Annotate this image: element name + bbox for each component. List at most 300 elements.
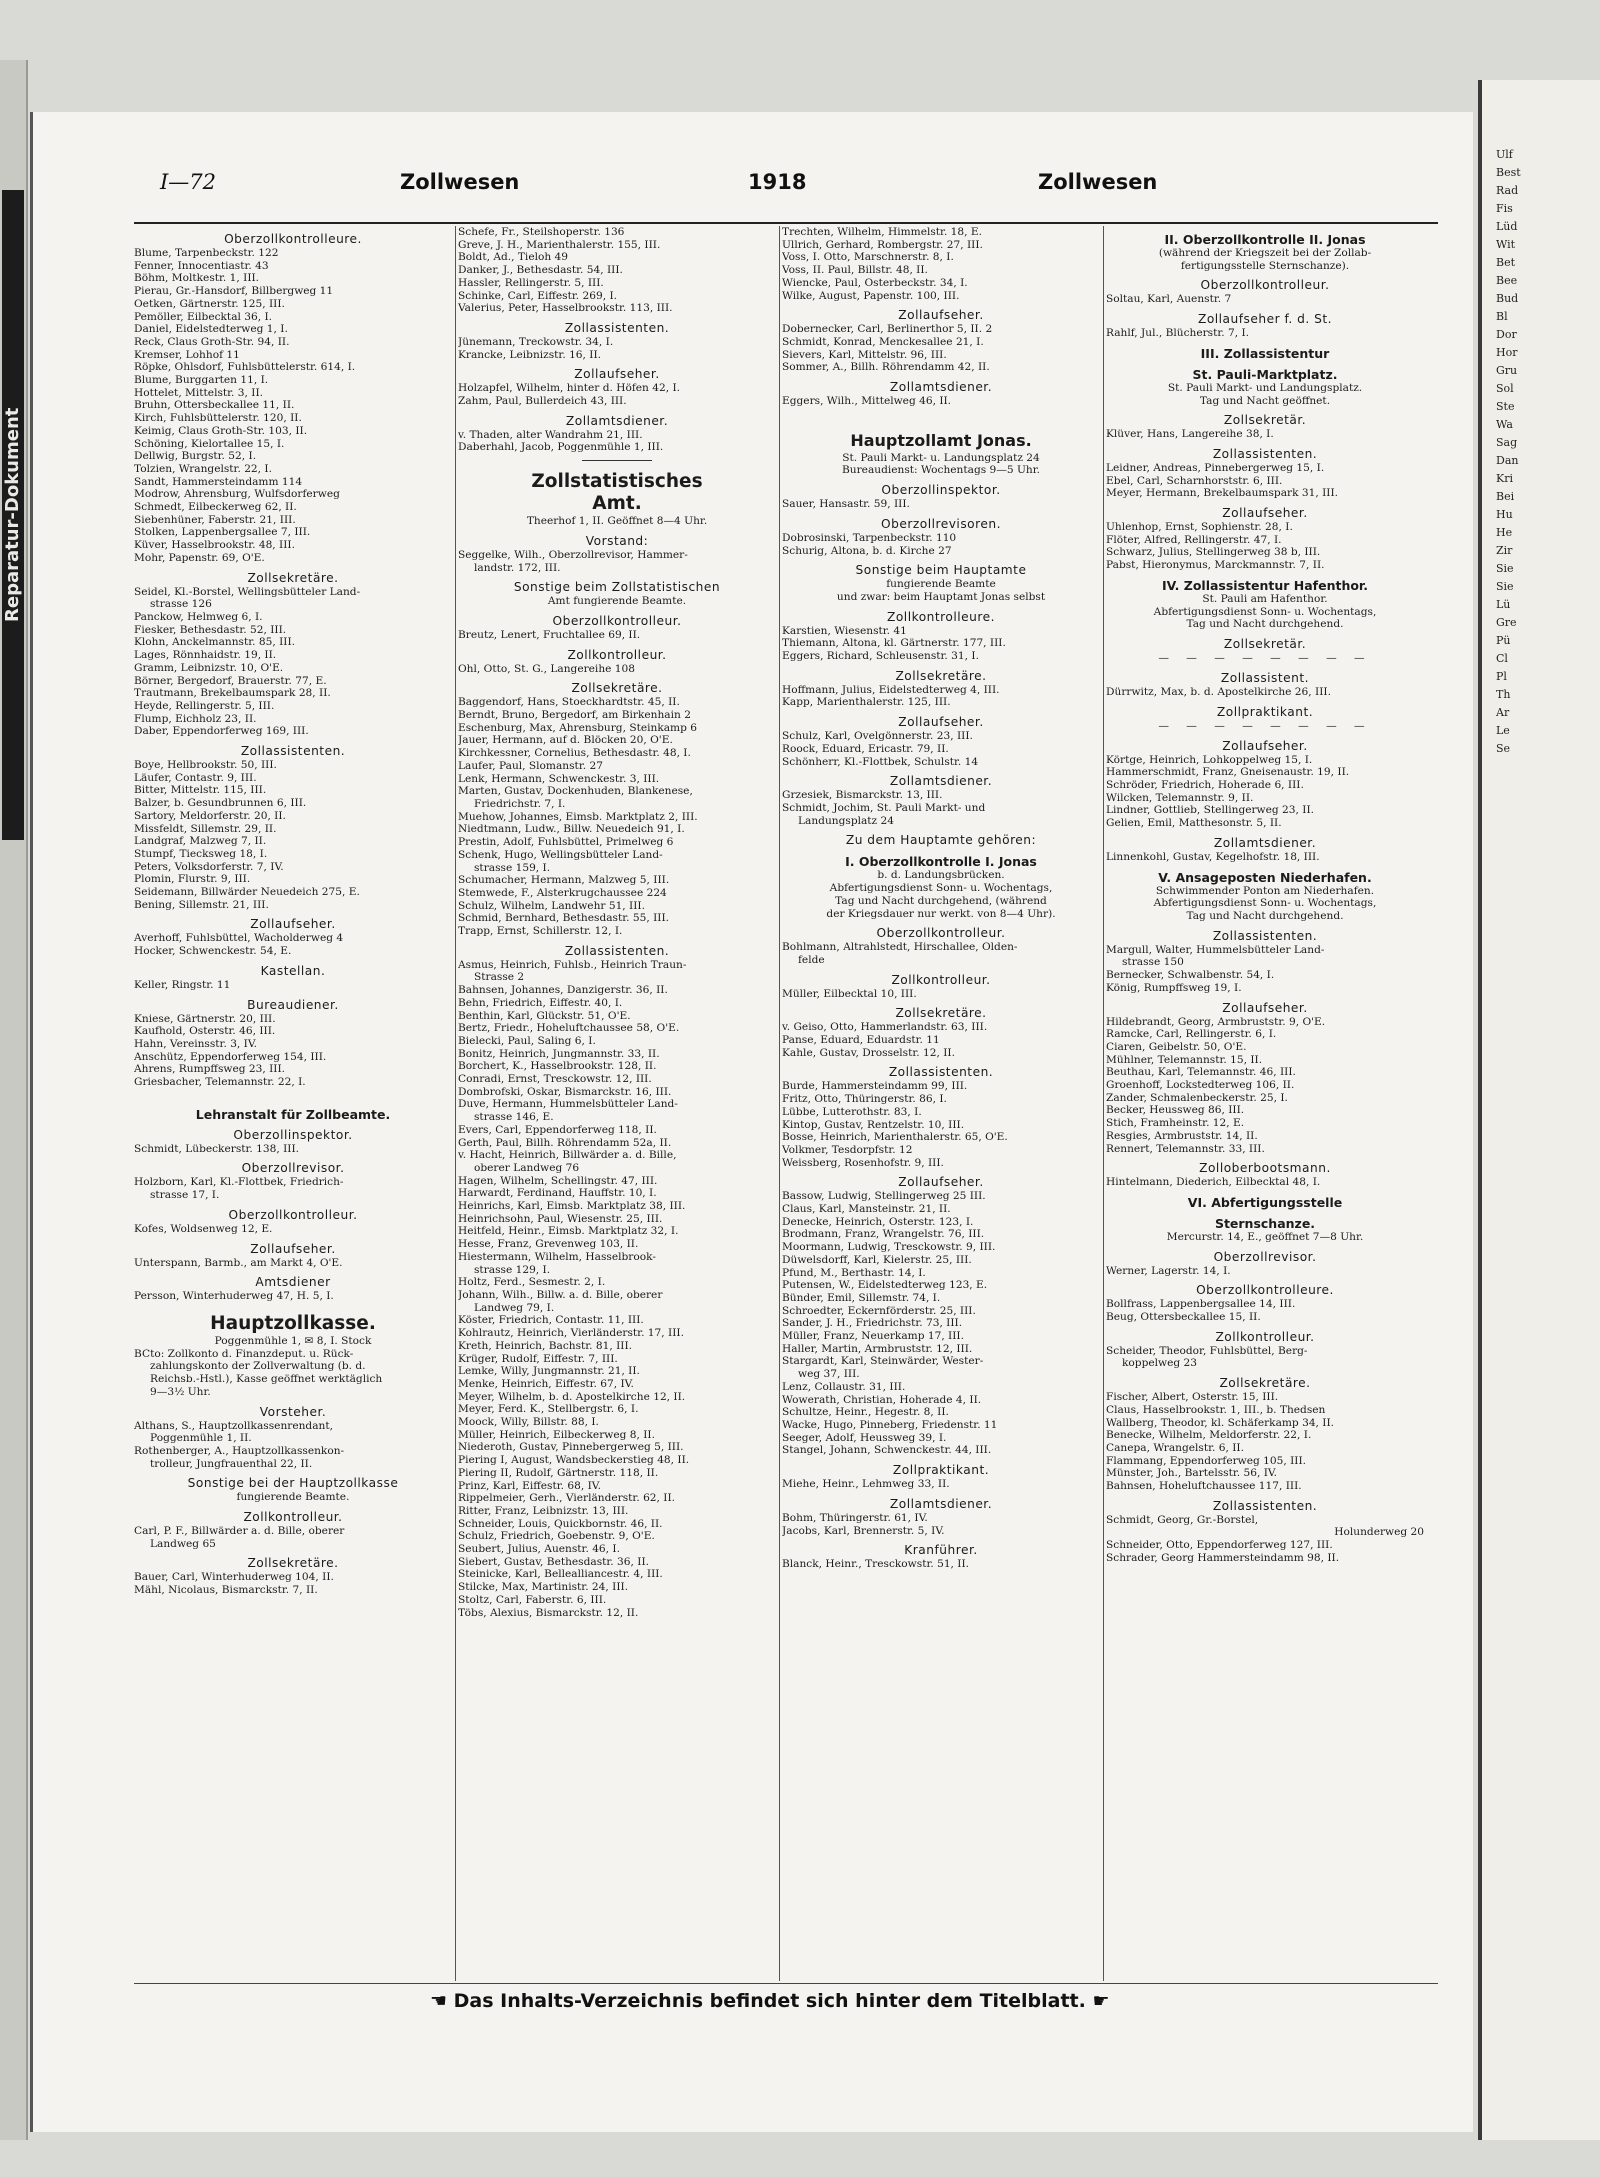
column-divider bbox=[1103, 226, 1104, 1981]
section-heading: Zollassistenten. bbox=[888, 1065, 994, 1080]
office-heading: St. Pauli-Marktplatz. bbox=[1192, 366, 1338, 382]
directory-entry: Düwelsdorff, Karl, Kielerstr. 25, III. bbox=[782, 1253, 972, 1266]
directory-entry: Blanck, Heinr., Tresckowstr. 51, II. bbox=[782, 1558, 970, 1571]
directory-entry: Daberhahl, Jacob, Poggenmühle 1, III. bbox=[458, 441, 664, 454]
info-line: Bureaudienst: Wochentags 9—5 Uhr. bbox=[842, 464, 1040, 477]
directory-entry: Stemwede, F., Alsterkrugchaussee 224 bbox=[458, 886, 667, 899]
entry-continuation: strasse 126 bbox=[150, 598, 212, 611]
entry-continuation: Poggenmühle 1, II. bbox=[150, 1432, 252, 1445]
directory-entry: Rippelmeier, Gerh., Vierländerstr. 62, II. bbox=[458, 1492, 676, 1505]
directory-entry: Lindner, Gottlieb, Stellingerweg 23, II. bbox=[1106, 804, 1314, 817]
section-heading: Zollaufseher. bbox=[898, 715, 984, 730]
directory-entry: Reck, Claus Groth-Str. 94, II. bbox=[134, 335, 290, 348]
directory-entry: Stangel, Johann, Schwenckestr. 44, III. bbox=[782, 1444, 992, 1457]
directory-entry: Schrader, Georg Hammersteindamm 98, II. bbox=[1106, 1551, 1340, 1564]
directory-entry: Blume, Tarpenbeckstr. 122 bbox=[134, 247, 279, 259]
directory-entry: Hagen, Wilhelm, Schellingstr. 47, III. bbox=[458, 1174, 658, 1187]
directory-entry: Ciaren, Geibelstr. 50, O'E. bbox=[1106, 1040, 1247, 1053]
directory-entry: Hammerschmidt, Franz, Gneisenaustr. 19, II. bbox=[1106, 766, 1350, 779]
directory-entry: Schulz, Karl, Ovelgönnerstr. 23, III. bbox=[782, 730, 973, 743]
section-heading: Zollaufseher. bbox=[1222, 1000, 1308, 1015]
directory-entry: Bauer, Carl, Winterhuderweg 104, II. bbox=[134, 1571, 334, 1584]
directory-entry: Läufer, Contastr. 9, III. bbox=[134, 771, 257, 784]
directory-entry: Miehe, Heinr., Lehmweg 33, II. bbox=[782, 1478, 950, 1491]
directory-entry: Pfund, M., Berthastr. 14, I. bbox=[782, 1266, 926, 1279]
directory-entry: Valerius, Peter, Hasselbrookstr. 113, III. bbox=[458, 302, 673, 315]
section-heading: Zollpraktikant. bbox=[1216, 704, 1314, 719]
directory-entry: Beuthau, Karl, Telemannstr. 46, III. bbox=[1106, 1066, 1296, 1079]
section-heading: Zollkontrolleur. bbox=[891, 972, 991, 987]
directory-entry: Johann, Wilh., Billw. a. d. Bille, oberer bbox=[458, 1289, 663, 1301]
directory-entry: Seidemann, Billwärder Neuedeich 275, E. bbox=[134, 886, 360, 899]
office-heading: VI. Abfertigungsstelle bbox=[1187, 1194, 1343, 1210]
directory-entry: Meyer, Wilhelm, b. d. Apostelkirche 12, II. bbox=[458, 1390, 686, 1403]
directory-entry: Kofes, Woldsenweg 12, E. bbox=[134, 1222, 273, 1235]
column-2 bbox=[458, 226, 776, 1981]
directory-entry: Groenhoff, Lockstedterweg 106, II. bbox=[1106, 1079, 1295, 1092]
directory-entry: Körtge, Heinrich, Lohkoppelweg 15, I. bbox=[1106, 753, 1313, 766]
entry-continuation: Friedrichstr. 7, I. bbox=[474, 797, 566, 810]
section-heading: Oberzollinspektor. bbox=[881, 483, 1001, 498]
directory-entry: Ullrich, Gerhard, Rombergstr. 27, III. bbox=[782, 238, 983, 251]
directory-entry: Mähl, Nicolaus, Bismarckstr. 7, II. bbox=[134, 1584, 318, 1597]
directory-entry: Holzborn, Karl, Kl.-Flottbek, Friedrich- bbox=[134, 1176, 344, 1189]
directory-entry: Sievers, Karl, Mittelstr. 96, III. bbox=[782, 348, 947, 361]
previous-page-edge bbox=[0, 60, 28, 2140]
directory-entry: Leidner, Andreas, Pinnebergerweg 15, I. bbox=[1106, 461, 1325, 474]
directory-entry: Moock, Willy, Billstr. 88, I. bbox=[458, 1416, 599, 1429]
directory-entry: Bohlmann, Altrahlstedt, Hirschallee, Olden- bbox=[782, 941, 1018, 954]
directory-entry: Krüger, Rudolf, Eiffestr. 7, III. bbox=[458, 1352, 618, 1365]
directory-entry: Burde, Hammersteindamm 99, III. bbox=[782, 1080, 968, 1093]
directory-entry: Schenk, Hugo, Wellingsbütteler Land- bbox=[458, 848, 663, 861]
directory-entry: Wallberg, Theodor, kl. Schäferkamp 34, II. bbox=[1106, 1416, 1335, 1429]
header-left-title: Zollwesen bbox=[400, 170, 520, 194]
directory-entry: Schumacher, Hermann, Malzweg 5, III. bbox=[458, 874, 670, 887]
directory-entry: Stolken, Lappenbergsallee 7, III. bbox=[134, 526, 311, 539]
directory-entry: Benecke, Wilhelm, Meldorferstr. 22, I. bbox=[1106, 1429, 1312, 1442]
directory-entry: Claus, Hasselbrookstr. 1, III., b. Thedsen bbox=[1106, 1403, 1326, 1416]
directory-entry: Bosse, Heinrich, Marienthalerstr. 65, O'E. bbox=[782, 1131, 1008, 1144]
page-header bbox=[160, 170, 1160, 210]
directory-entry: Fischer, Albert, Osterstr. 15, III. bbox=[1106, 1391, 1279, 1404]
fragment-line: Dan bbox=[1496, 454, 1519, 467]
directory-entry: Denecke, Heinrich, Osterstr. 123, I. bbox=[782, 1215, 974, 1228]
directory-entry: Behn, Friedrich, Eiffestr. 40, I. bbox=[458, 996, 623, 1009]
directory-entry: Eggers, Wilh., Mittelweg 46, II. bbox=[782, 395, 952, 408]
directory-entry: v. Hacht, Heinrich, Billwärder a. d. Bille, bbox=[458, 1149, 677, 1162]
directory-entry: Schmidt, Konrad, Menckesallee 21, I. bbox=[782, 335, 984, 348]
directory-entry: Pabst, Hieronymus, Marckmannstr. 7, II. bbox=[1106, 559, 1325, 572]
directory-entry: Gelien, Emil, Matthesonstr. 5, II. bbox=[1106, 817, 1282, 830]
directory-entry: Steinicke, Karl, Bellealliancestr. 4, III. bbox=[458, 1568, 663, 1581]
entry-continuation: zahlungskonto der Zollverwaltung (b. d. bbox=[150, 1360, 366, 1373]
directory-entry: Prestin, Adolf, Fuhlsbüttel, Primelweg 6 bbox=[458, 836, 674, 849]
office-heading: IV. Zollassistentur Hafenthor. bbox=[1161, 577, 1369, 593]
fragment-line: Sie bbox=[1496, 562, 1514, 575]
section-heading: Zollkontrolleure. bbox=[887, 609, 995, 624]
directory-entry: Wilke, August, Papenstr. 100, III. bbox=[782, 289, 960, 302]
directory-entry: Pemöller, Eilbecktal 36, I. bbox=[134, 310, 273, 323]
directory-entry: Soltau, Karl, Auenstr. 7 bbox=[1106, 293, 1232, 306]
directory-entry: Zahm, Paul, Bullerdeich 43, III. bbox=[458, 395, 627, 408]
directory-entry: Blume, Burggarten 11, I. bbox=[134, 374, 269, 387]
footer-rule bbox=[134, 1983, 1438, 1984]
fragment-line: Wit bbox=[1496, 238, 1516, 251]
directory-entry: Hassler, Rellingerstr. 5, III. bbox=[458, 276, 604, 289]
section-heading: Zollamtsdiener. bbox=[889, 1496, 993, 1511]
info-line: Schwimmender Ponton am Niederhafen. bbox=[1155, 884, 1375, 897]
directory-entry: Ebel, Carl, Scharnhorststr. 6, III. bbox=[1106, 474, 1283, 487]
entry-continuation: Holunderweg 20 bbox=[1334, 1526, 1424, 1539]
section-heading: Sonstige beim Zollstatistischen bbox=[513, 580, 721, 595]
column-divider bbox=[455, 226, 456, 1981]
directory-entry: Pierau, Gr.-Hansdorf, Billbergweg 11 bbox=[134, 285, 334, 298]
fragment-line: Lüd bbox=[1496, 220, 1518, 233]
directory-entry: Sartory, Meldorferstr. 20, II. bbox=[134, 809, 286, 822]
section-heading: Zollsekretäre. bbox=[247, 570, 339, 585]
section-heading: Zolloberbootsmann. bbox=[1199, 1161, 1331, 1176]
info-line: Tag und Nacht geöffnet. bbox=[1199, 394, 1331, 407]
directory-entry: Claus, Karl, Mansteinstr. 21, II. bbox=[782, 1203, 951, 1216]
directory-entry: Flump, Eichholz 23, II. bbox=[134, 712, 257, 725]
directory-entry: Haller, Martin, Armbruststr. 12, III. bbox=[782, 1342, 973, 1355]
office-heading: III. Zollassistentur bbox=[1200, 345, 1330, 361]
page-number: I—72 bbox=[160, 170, 217, 194]
directory-entry: Holtz, Ferd., Sesmestr. 2, I. bbox=[458, 1276, 606, 1289]
fragment-line: Gru bbox=[1496, 364, 1518, 377]
directory-entry: Voss, I. Otto, Marschnerstr. 8, I. bbox=[782, 251, 954, 264]
info-line: fungierende Beamte bbox=[886, 578, 996, 591]
vacancy-dashes: — — — — — — — — bbox=[1158, 719, 1372, 732]
directory-entry: Daber, Eppendorferweg 169, III. bbox=[134, 725, 309, 738]
directory-entry: Bassow, Ludwig, Stellingerweg 25 III. bbox=[782, 1190, 986, 1203]
directory-entry: Dobrosinski, Tarpenbeckstr. 110 bbox=[782, 531, 957, 544]
info-line: der Kriegsdauer nur werkt. von 8—4 Uhr). bbox=[826, 907, 1056, 920]
section-heading: Zollaufseher f. d. St. bbox=[1197, 312, 1333, 327]
directory-entry: Lemke, Willy, Jungmannstr. 21, II. bbox=[458, 1365, 640, 1378]
directory-entry: Breutz, Lenert, Fruchtallee 69, II. bbox=[458, 628, 641, 641]
directory-entry: Evers, Carl, Eppendorferweg 118, II. bbox=[458, 1123, 657, 1136]
directory-entry: Lages, Rönnhaidstr. 19, II. bbox=[134, 649, 277, 662]
section-heading: Zollsekretäre. bbox=[895, 1006, 987, 1021]
footer-note bbox=[430, 1990, 1290, 2012]
fragment-line: Gre bbox=[1496, 616, 1517, 629]
directory-entry: Köster, Friedrich, Contastr. 11, III. bbox=[458, 1314, 644, 1327]
section-heading: Zollamtsdiener. bbox=[889, 380, 993, 395]
directory-entry: Meyer, Hermann, Brekelbaumspark 31, III. bbox=[1106, 487, 1339, 500]
directory-entry: Trechten, Wilhelm, Himmelstr. 18, E. bbox=[782, 226, 982, 238]
section-heading: Zollaufseher. bbox=[898, 308, 984, 323]
directory-entry: Dombrofski, Oskar, Bismarckstr. 16, III. bbox=[458, 1085, 672, 1098]
directory-entry: Ohl, Otto, St. G., Langereihe 108 bbox=[458, 662, 636, 675]
fragment-line: Sie bbox=[1496, 580, 1514, 593]
directory-entry: Boye, Hellbrookstr. 50, III. bbox=[134, 759, 277, 772]
section-heading: Kastellan. bbox=[260, 963, 326, 978]
entry-continuation: strasse 17, I. bbox=[150, 1189, 220, 1202]
directory-entry: Baggendorf, Hans, Stoeckhardtstr. 45, II. bbox=[458, 696, 680, 709]
directory-entry: Schmidt, Georg, Gr.-Borstel, bbox=[1106, 1513, 1259, 1526]
section-heading: Zollaufseher. bbox=[250, 1241, 336, 1256]
entry-continuation: strasse 146, E. bbox=[474, 1111, 554, 1124]
directory-entry: Canepa, Wrangelstr. 6, II. bbox=[1106, 1441, 1244, 1454]
directory-entry: Bening, Sillemstr. 21, III. bbox=[134, 898, 269, 911]
directory-entry: Niederoth, Gustav, Pinnebergerweg 5, III. bbox=[458, 1441, 684, 1454]
spacer bbox=[134, 1089, 452, 1101]
directory-entry: Bonitz, Heinrich, Jungmannstr. 33, II. bbox=[458, 1047, 660, 1060]
info-line: Theerhof 1, II. Geöffnet 8—4 Uhr. bbox=[526, 515, 708, 528]
fragment-line: Bee bbox=[1496, 274, 1518, 287]
fragment-line: Zir bbox=[1496, 544, 1513, 557]
directory-entry: Rothenberger, A., Hauptzollkassenkon- bbox=[134, 1444, 345, 1457]
directory-entry: Kohlrautz, Heinrich, Vierländerstr. 17, III. bbox=[458, 1327, 684, 1340]
directory-entry: Ramcke, Carl, Rellingerstr. 6, I. bbox=[1106, 1028, 1277, 1041]
section-heading: Oberzollkontrolleur. bbox=[876, 926, 1006, 941]
header-rule bbox=[134, 222, 1438, 224]
directory-entry: Sauer, Hansastr. 59, III. bbox=[782, 498, 910, 511]
spine-label: Reparatur-Dokument bbox=[2, 190, 24, 840]
directory-entry: Hesse, Franz, Grevenweg 103, II. bbox=[458, 1238, 639, 1251]
office-title: Zollstatistisches bbox=[531, 471, 703, 493]
directory-entry: Lenk, Hermann, Schwenckestr. 3, III. bbox=[458, 772, 660, 785]
section-heading: Zollassistenten. bbox=[564, 320, 670, 335]
directory-entry: Sommer, A., Billh. Röhrendamm 42, II. bbox=[782, 361, 990, 374]
directory-entry: Margull, Walter, Hummelsbütteler Land- bbox=[1106, 943, 1325, 956]
entry-continuation: trolleur, Jungfrauenthal 22, II. bbox=[150, 1457, 313, 1470]
info-line: Abfertigungsdienst Sonn- u. Wochentags, bbox=[829, 882, 1053, 895]
section-heading: Sonstige beim Hauptamte bbox=[855, 563, 1027, 578]
directory-entry: Berndt, Bruno, Bergedorf, am Birkenhain 2 bbox=[458, 709, 691, 722]
section-heading: Zollaufseher. bbox=[898, 1175, 984, 1190]
directory-entry: Meyer, Ferd. K., Stellbergstr. 6, I. bbox=[458, 1403, 639, 1416]
directory-entry: Schwarz, Julius, Stellingerweg 38 b, III. bbox=[1106, 546, 1321, 559]
entry-continuation: felde bbox=[798, 953, 825, 966]
directory-entry: Bohm, Thüringerstr. 61, IV. bbox=[782, 1511, 928, 1524]
directory-entry: Carl, P. F., Billwärder a. d. Bille, oberer bbox=[134, 1525, 345, 1538]
directory-entry: Karstien, Wiesenstr. 41 bbox=[782, 624, 907, 637]
section-heading: Oberzollkontrolleure. bbox=[224, 232, 362, 246]
info-line: St. Pauli am Hafenthor. bbox=[1202, 592, 1328, 605]
directory-entry: Danker, J., Bethesdastr. 54, III. bbox=[458, 264, 623, 277]
info-line: St. Pauli Markt- u. Landungsplatz 24 bbox=[842, 451, 1040, 464]
section-heading: Zollassistent. bbox=[1220, 670, 1310, 685]
section-heading: Zollpraktikant. bbox=[892, 1463, 990, 1478]
entry-continuation: 9—3½ Uhr. bbox=[150, 1385, 211, 1398]
info-line: fungierende Beamte. bbox=[236, 1491, 350, 1504]
fragment-line: Fis bbox=[1496, 202, 1513, 215]
section-heading: Vorstand: bbox=[585, 533, 649, 548]
directory-entry: Heyde, Rellingerstr. 5, III. bbox=[134, 699, 275, 712]
entry-continuation: Landungsplatz 24 bbox=[798, 814, 894, 827]
directory-entry: Böhm, Moltkestr. 1, III. bbox=[134, 272, 260, 285]
directory-entry: Volkmer, Tesdorpfstr. 12 bbox=[782, 1143, 913, 1156]
section-heading: Zollamtsdiener. bbox=[1213, 835, 1317, 850]
directory-entry: Schefe, Fr., Steilshoperstr. 136 bbox=[458, 226, 625, 238]
info-line: Mercurstr. 14, E., geöffnet 7—8 Uhr. bbox=[1166, 1230, 1364, 1243]
directory-entry: Linnenkohl, Gustav, Kegelhofstr. 18, III. bbox=[1106, 850, 1320, 863]
directory-entry: Jacobs, Karl, Brennerstr. 5, IV. bbox=[782, 1524, 945, 1537]
directory-entry: Bünder, Emil, Sillemstr. 74, I. bbox=[782, 1291, 941, 1304]
directory-entry: Wilcken, Telemannstr. 9, II. bbox=[1106, 791, 1254, 804]
section-heading: Zollamtsdiener. bbox=[889, 774, 993, 789]
fragment-line: Sag bbox=[1496, 436, 1518, 449]
directory-entry: Kirchkessner, Cornelius, Bethesdastr. 48, I. bbox=[458, 747, 691, 760]
directory-entry: Kniese, Gärtnerstr. 20, III. bbox=[134, 1012, 276, 1025]
fragment-line: Ulf bbox=[1496, 148, 1513, 161]
section-heading: Zollaufseher. bbox=[1222, 738, 1308, 753]
directory-entry: Heitfeld, Heinr., Eimsb. Marktplatz 32, I. bbox=[458, 1225, 679, 1238]
directory-entry: Heinrichs, Karl, Eimsb. Marktplatz 38, III. bbox=[458, 1200, 686, 1213]
info-line: Abfertigungsdienst Sonn- u. Wochentags, bbox=[1153, 897, 1377, 910]
directory-entry: Dellwig, Burgstr. 52, I. bbox=[134, 450, 257, 463]
directory-entry: Bielecki, Paul, Saling 6, I. bbox=[458, 1034, 596, 1047]
directory-entry: Scheider, Theodor, Fuhlsbüttel, Berg- bbox=[1106, 1344, 1308, 1357]
directory-entry: Stumpf, Tiecksweg 18, I. bbox=[134, 847, 268, 860]
directory-entry: Stich, Framheinstr. 12, E. bbox=[1106, 1117, 1245, 1130]
directory-entry: Ahrens, Rumpffsweg 23, III. bbox=[134, 1063, 286, 1076]
directory-entry: Benthin, Karl, Glückstr. 51, O'E. bbox=[458, 1009, 631, 1022]
directory-entry: BCto: Zollkonto d. Finanzdeput. u. Rück- bbox=[134, 1347, 354, 1360]
fragment-line: Le bbox=[1496, 724, 1510, 737]
directory-entry: Klüver, Hans, Langereihe 38, I. bbox=[1106, 428, 1274, 441]
directory-entry: Bertz, Friedr., Hoheluftchaussee 58, O'E. bbox=[458, 1022, 680, 1035]
directory-entry: Bollfrass, Lappenbergsallee 14, III. bbox=[1106, 1298, 1296, 1311]
vacancy-dashes: — — — — — — — — bbox=[1158, 651, 1372, 664]
section-heading: Zollsekretäre. bbox=[247, 1556, 339, 1571]
directory-entry: Sandt, Hammersteindamm 114 bbox=[134, 475, 303, 488]
directory-entry: Schmidt, Lübeckerstr. 138, III. bbox=[134, 1142, 300, 1155]
directory-entry: Wacke, Hugo, Pinneberg, Friedenstr. 11 bbox=[782, 1419, 998, 1431]
directory-entry: Grzesiek, Bismarckstr. 13, III. bbox=[782, 789, 943, 802]
section-heading: Zollassistenten. bbox=[1212, 1498, 1318, 1513]
fragment-line: Kri bbox=[1496, 472, 1513, 485]
directory-entry: Hottelet, Mittelstr. 3, II. bbox=[134, 386, 263, 399]
directory-entry: Hildebrandt, Georg, Armbruststr. 9, O'E. bbox=[1106, 1015, 1326, 1028]
directory-entry: Niedtmann, Ludw., Billw. Neuedeich 91, I. bbox=[458, 823, 685, 836]
column-1 bbox=[134, 226, 452, 1981]
directory-entry: Bernecker, Schwalbenstr. 54, I. bbox=[1106, 969, 1275, 982]
directory-entry: Muehow, Johannes, Eimsb. Marktplatz 2, III. bbox=[458, 810, 698, 823]
fragment-line: Rad bbox=[1496, 184, 1519, 197]
directory-entry: Oetken, Gärtnerstr. 125, III. bbox=[134, 297, 285, 310]
section-heading: Zollassistenten. bbox=[564, 943, 670, 958]
directory-entry: Werner, Lagerstr. 14, I. bbox=[1106, 1264, 1231, 1277]
directory-entry: Röpke, Ohlsdorf, Fuhlsbüttelerstr. 614, I. bbox=[134, 361, 356, 374]
directory-entry: Roock, Eduard, Ericastr. 79, II. bbox=[782, 742, 949, 755]
directory-entry: Lübbe, Lutterothstr. 83, I. bbox=[782, 1105, 922, 1118]
directory-entry: Hiestermann, Wilhelm, Hasselbrook- bbox=[458, 1250, 656, 1263]
section-heading: Amtsdiener bbox=[255, 1275, 331, 1290]
info-line: b. d. Landungsbrücken. bbox=[877, 869, 1005, 882]
fragment-line: Wa bbox=[1496, 418, 1513, 431]
directory-entry: Bruhn, Ottersbeckallee 11, II. bbox=[134, 399, 295, 412]
directory-entry: Jünemann, Treckowstr. 34, I. bbox=[458, 335, 614, 348]
fragment-line: Ste bbox=[1496, 400, 1515, 413]
directory-entry: Resgies, Armbruststr. 14, II. bbox=[1106, 1129, 1258, 1142]
directory-entry: Borchert, K., Hasselbrookstr. 128, II. bbox=[458, 1060, 657, 1073]
office-heading: Sternschanze. bbox=[1214, 1215, 1316, 1231]
entry-continuation: landstr. 172, III. bbox=[474, 561, 561, 574]
directory-entry: Greve, J. H., Marienthalerstr. 155, III. bbox=[458, 238, 661, 251]
directory-entry: Wiencke, Paul, Osterbeckstr. 34, I. bbox=[782, 276, 968, 289]
info-line: Abfertigungsdienst Sonn- u. Wochentags, bbox=[1153, 605, 1377, 618]
directory-entry: Ritter, Franz, Leibnizstr. 13, III. bbox=[458, 1504, 629, 1517]
directory-entry: Schöning, Kielortallee 15, I. bbox=[134, 437, 285, 450]
directory-entry: Schröder, Friedrich, Hoherade 6, III. bbox=[1106, 779, 1304, 792]
section-heading: Oberzollrevisoren. bbox=[881, 516, 1001, 531]
entry-continuation: Strasse 2 bbox=[474, 971, 525, 984]
directory-entry: Schmedt, Eilbeckerweg 62, II. bbox=[134, 501, 297, 514]
directory-entry: Gramm, Leibnizstr. 10, O'E. bbox=[134, 661, 284, 674]
fragment-line: Pl bbox=[1496, 670, 1507, 683]
header-year: 1918 bbox=[748, 170, 807, 194]
directory-entry: Thiemann, Altona, kl. Gärtnerstr. 177, III. bbox=[782, 637, 1006, 650]
directory-entry: Hocker, Schwenckestr. 54, E. bbox=[134, 945, 292, 958]
directory-entry: Anschütz, Eppendorferweg 154, III. bbox=[134, 1050, 327, 1063]
directory-entry: Schneider, Otto, Eppendorferweg 127, III. bbox=[1106, 1539, 1333, 1552]
fragment-line: Pü bbox=[1496, 634, 1511, 647]
section-heading: Oberzollrevisor. bbox=[241, 1161, 345, 1176]
directory-entry: Flöter, Alfred, Rellingerstr. 47, I. bbox=[1106, 533, 1282, 546]
section-heading: Zollamtsdiener. bbox=[565, 413, 669, 428]
directory-entry: Rennert, Telemannstr. 33, III. bbox=[1106, 1142, 1265, 1155]
info-line: und zwar: beim Hauptamt Jonas selbst bbox=[836, 590, 1046, 603]
fragment-line: Hor bbox=[1496, 346, 1518, 359]
section-heading: Oberzollkontrolleur. bbox=[552, 613, 682, 628]
info-line: St. Pauli Markt- und Landungsplatz. bbox=[1167, 381, 1363, 394]
directory-entry: Eggers, Richard, Schleusenstr. 31, I. bbox=[782, 650, 979, 663]
directory-entry: Kreth, Heinrich, Bachstr. 81, III. bbox=[458, 1339, 633, 1352]
section-heading: Zu dem Hauptamte gehören: bbox=[845, 833, 1037, 848]
footer-text: Das Inhalts-Verzeichnis befindet sich hinter dem Titelblatt. bbox=[453, 1990, 1086, 2012]
directory-entry: Menke, Heinrich, Eiffestr. 67, IV. bbox=[458, 1377, 634, 1390]
directory-entry: Missfeldt, Sillemstr. 29, II. bbox=[134, 822, 277, 835]
directory-entry: Börner, Bergedorf, Brauerstr. 77, E. bbox=[134, 674, 327, 687]
directory-entry: Tolzien, Wrangelstr. 22, I. bbox=[134, 462, 272, 475]
directory-entry: Müller, Franz, Neuerkamp 17, III. bbox=[782, 1330, 964, 1343]
fragment-line: Sol bbox=[1496, 382, 1514, 395]
directory-entry: Seidel, Kl.-Borstel, Wellingsbütteler Land- bbox=[134, 585, 361, 598]
directory-entry: Jauer, Hermann, auf d. Blöcken 20, O'E. bbox=[458, 734, 673, 747]
section-heading: Zollkontrolleur. bbox=[1215, 1329, 1315, 1344]
directory-entry: Becker, Heussweg 86, III. bbox=[1106, 1104, 1245, 1117]
entry-continuation: oberer Landweg 76 bbox=[474, 1161, 580, 1174]
entry-continuation: Reichsb.-Hstl.), Kasse geöffnet werktäglich bbox=[150, 1373, 383, 1386]
fragment-line: Hu bbox=[1496, 508, 1513, 521]
directory-entry: Schmid, Bernhard, Bethesdastr. 55, III. bbox=[458, 912, 670, 925]
office-title: Hauptzollamt Jonas. bbox=[850, 430, 1032, 450]
directory-entry: Panse, Eduard, Eduardstr. 11 bbox=[782, 1034, 940, 1047]
directory-entry: Stoltz, Carl, Faberstr. 6, III. bbox=[458, 1593, 607, 1606]
directory-entry: Kahle, Gustav, Drosselstr. 12, II. bbox=[782, 1046, 955, 1059]
directory-entry: v. Geiso, Otto, Hammerlandstr. 63, III. bbox=[782, 1021, 988, 1034]
info-line: Tag und Nacht durchgehend. bbox=[1186, 909, 1344, 922]
directory-entry: Persson, Winterhuderweg 47, H. 5, I. bbox=[134, 1290, 334, 1303]
directory-entry: Schönherr, Kl.-Flottbek, Schulstr. 14 bbox=[782, 755, 979, 768]
directory-entry: Bitter, Mittelstr. 115, III. bbox=[134, 784, 267, 797]
directory-entry: Bahnsen, Johannes, Danzigerstr. 36, II. bbox=[458, 984, 668, 997]
entry-continuation: Landweg 65 bbox=[150, 1537, 216, 1550]
directory-entry: Müller, Heinrich, Eilbeckerweg 8, II. bbox=[458, 1428, 655, 1441]
fragment-line: Dor bbox=[1496, 328, 1517, 341]
section-heading: Zollaufseher. bbox=[574, 367, 660, 382]
directory-entry: Peters, Volksdorferstr. 7, IV. bbox=[134, 860, 284, 873]
directory-entry: Putensen, W., Eidelstedterweg 123, E. bbox=[782, 1279, 988, 1292]
section-heading: Oberzollkontrolleure. bbox=[1196, 1283, 1334, 1298]
section-heading: Zollsekretär. bbox=[1223, 636, 1307, 651]
directory-entry: Hintelmann, Diederich, Eilbecktal 48, I. bbox=[1106, 1176, 1321, 1189]
directory-entry: Beug, Ottersbeckallee 15, II. bbox=[1106, 1311, 1261, 1324]
